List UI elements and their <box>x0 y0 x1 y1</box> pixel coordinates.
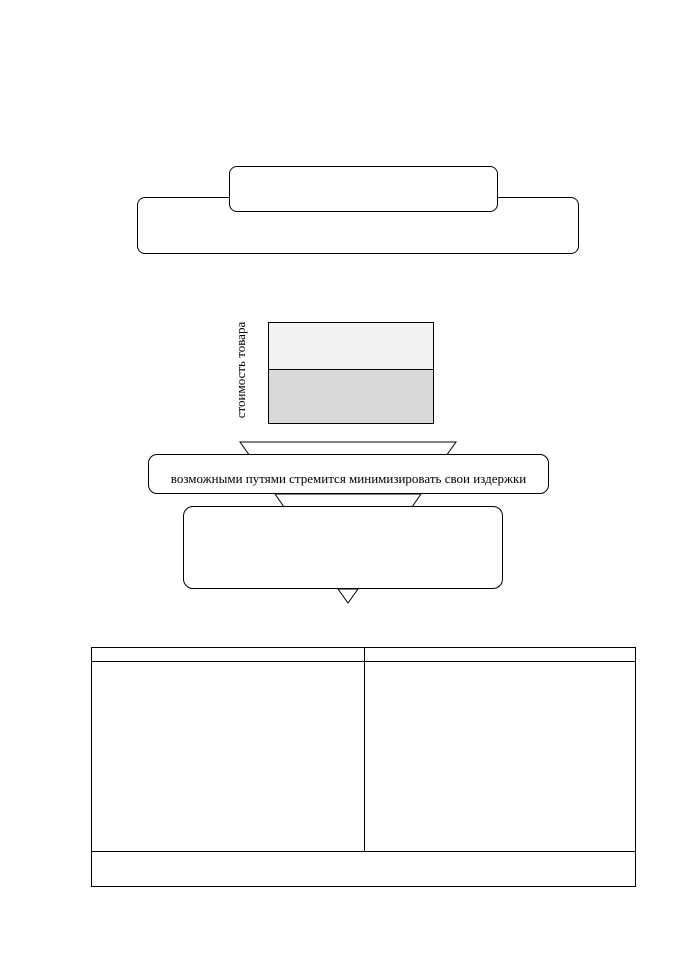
cost-top-segment <box>269 323 433 370</box>
cost-vertical-label: стоимость товара <box>233 321 248 419</box>
top-small-box <box>229 166 498 212</box>
result-box <box>183 506 503 589</box>
cost-composition-block <box>268 322 434 424</box>
table-column-divider <box>364 648 365 852</box>
cost-minimization-banner <box>148 454 549 494</box>
comparison-table <box>91 647 636 887</box>
down-arrow-triangle <box>338 589 358 603</box>
cost-bottom-segment <box>269 370 433 423</box>
banner-text: возможными путями стремится минимизировать свои издержки <box>170 471 527 486</box>
